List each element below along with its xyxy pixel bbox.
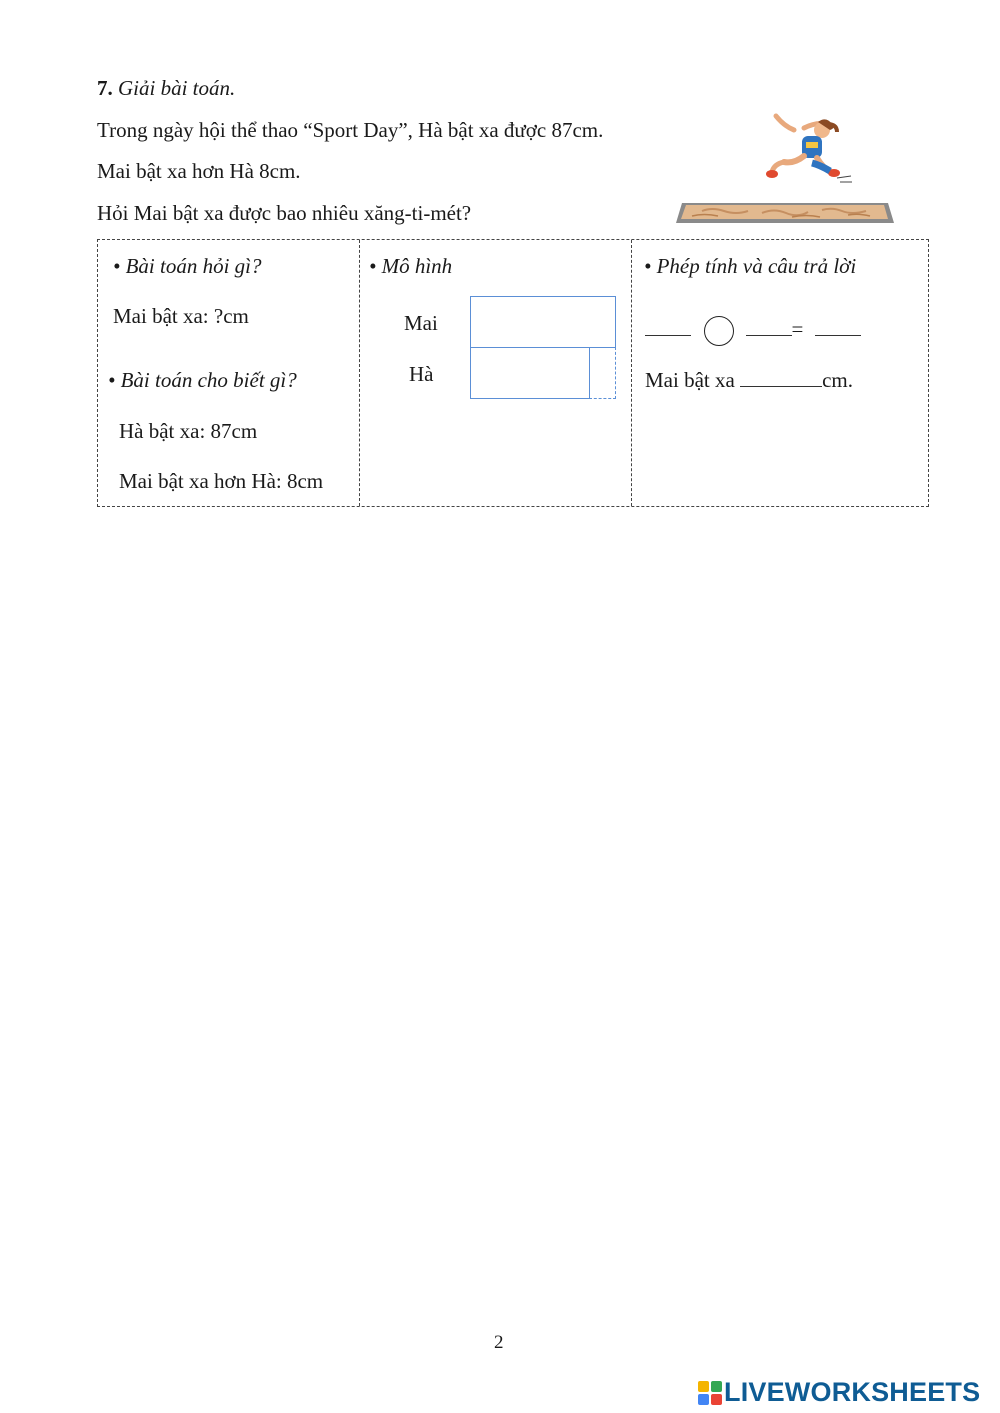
exercise-title	[97, 75, 235, 101]
liveworksheets-logo-icon	[698, 1381, 722, 1405]
jumper-image	[766, 116, 852, 182]
long-jump-illustration	[672, 108, 898, 228]
answer-row	[645, 367, 853, 393]
answer-prefix: Mai bật xa	[645, 368, 735, 392]
table-divider	[359, 240, 360, 506]
label-mai: Mai	[404, 311, 438, 335]
heading-model: • Mô hình	[369, 254, 453, 278]
operand-2-blank[interactable]	[746, 317, 792, 336]
exercise-instruction: Giải bài toán.	[118, 76, 236, 100]
exercise-number: 7.	[97, 76, 113, 100]
problem-line-2: Mai bật xa hơn Hà 8cm.	[97, 159, 301, 183]
problem-line-3: Hỏi Mai bật xa được bao nhiêu xăng-ti-mét?	[97, 201, 472, 225]
watermark-text: LIVEWORKSHEETS	[724, 1377, 981, 1407]
result-blank[interactable]	[815, 317, 861, 336]
label-ha: Hà	[409, 362, 434, 386]
operator-circle[interactable]	[704, 316, 734, 346]
problem-line-1: Trong ngày hội thể thao “Sport Day”, Hà bật xa được 87cm.	[97, 118, 604, 142]
operand-1-blank[interactable]	[645, 317, 691, 336]
equation-row	[645, 316, 861, 346]
heading-asks: • Bài toán hỏi gì?	[113, 254, 262, 278]
equals-sign: =	[791, 317, 804, 341]
heading-calculation: • Phép tính và câu trả lời	[644, 254, 857, 278]
table-divider	[631, 240, 632, 506]
answer-blank[interactable]	[740, 368, 822, 387]
model-box-ha[interactable]	[470, 347, 590, 399]
given-line-1: Hà bật xa: 87cm	[119, 419, 258, 443]
exercise-table	[97, 239, 929, 507]
sand-pit-image	[676, 203, 894, 223]
answer-suffix: cm.	[822, 368, 853, 392]
model-box-difference[interactable]	[589, 347, 616, 399]
heading-given: • Bài toán cho biết gì?	[108, 368, 297, 392]
asks-line: Mai bật xa: ?cm	[113, 304, 249, 328]
liveworksheets-watermark	[698, 1377, 998, 1409]
page-number: 2	[494, 1332, 504, 1353]
model-box-mai[interactable]	[470, 296, 616, 348]
given-line-2: Mai bật xa hơn Hà: 8cm	[119, 469, 324, 493]
